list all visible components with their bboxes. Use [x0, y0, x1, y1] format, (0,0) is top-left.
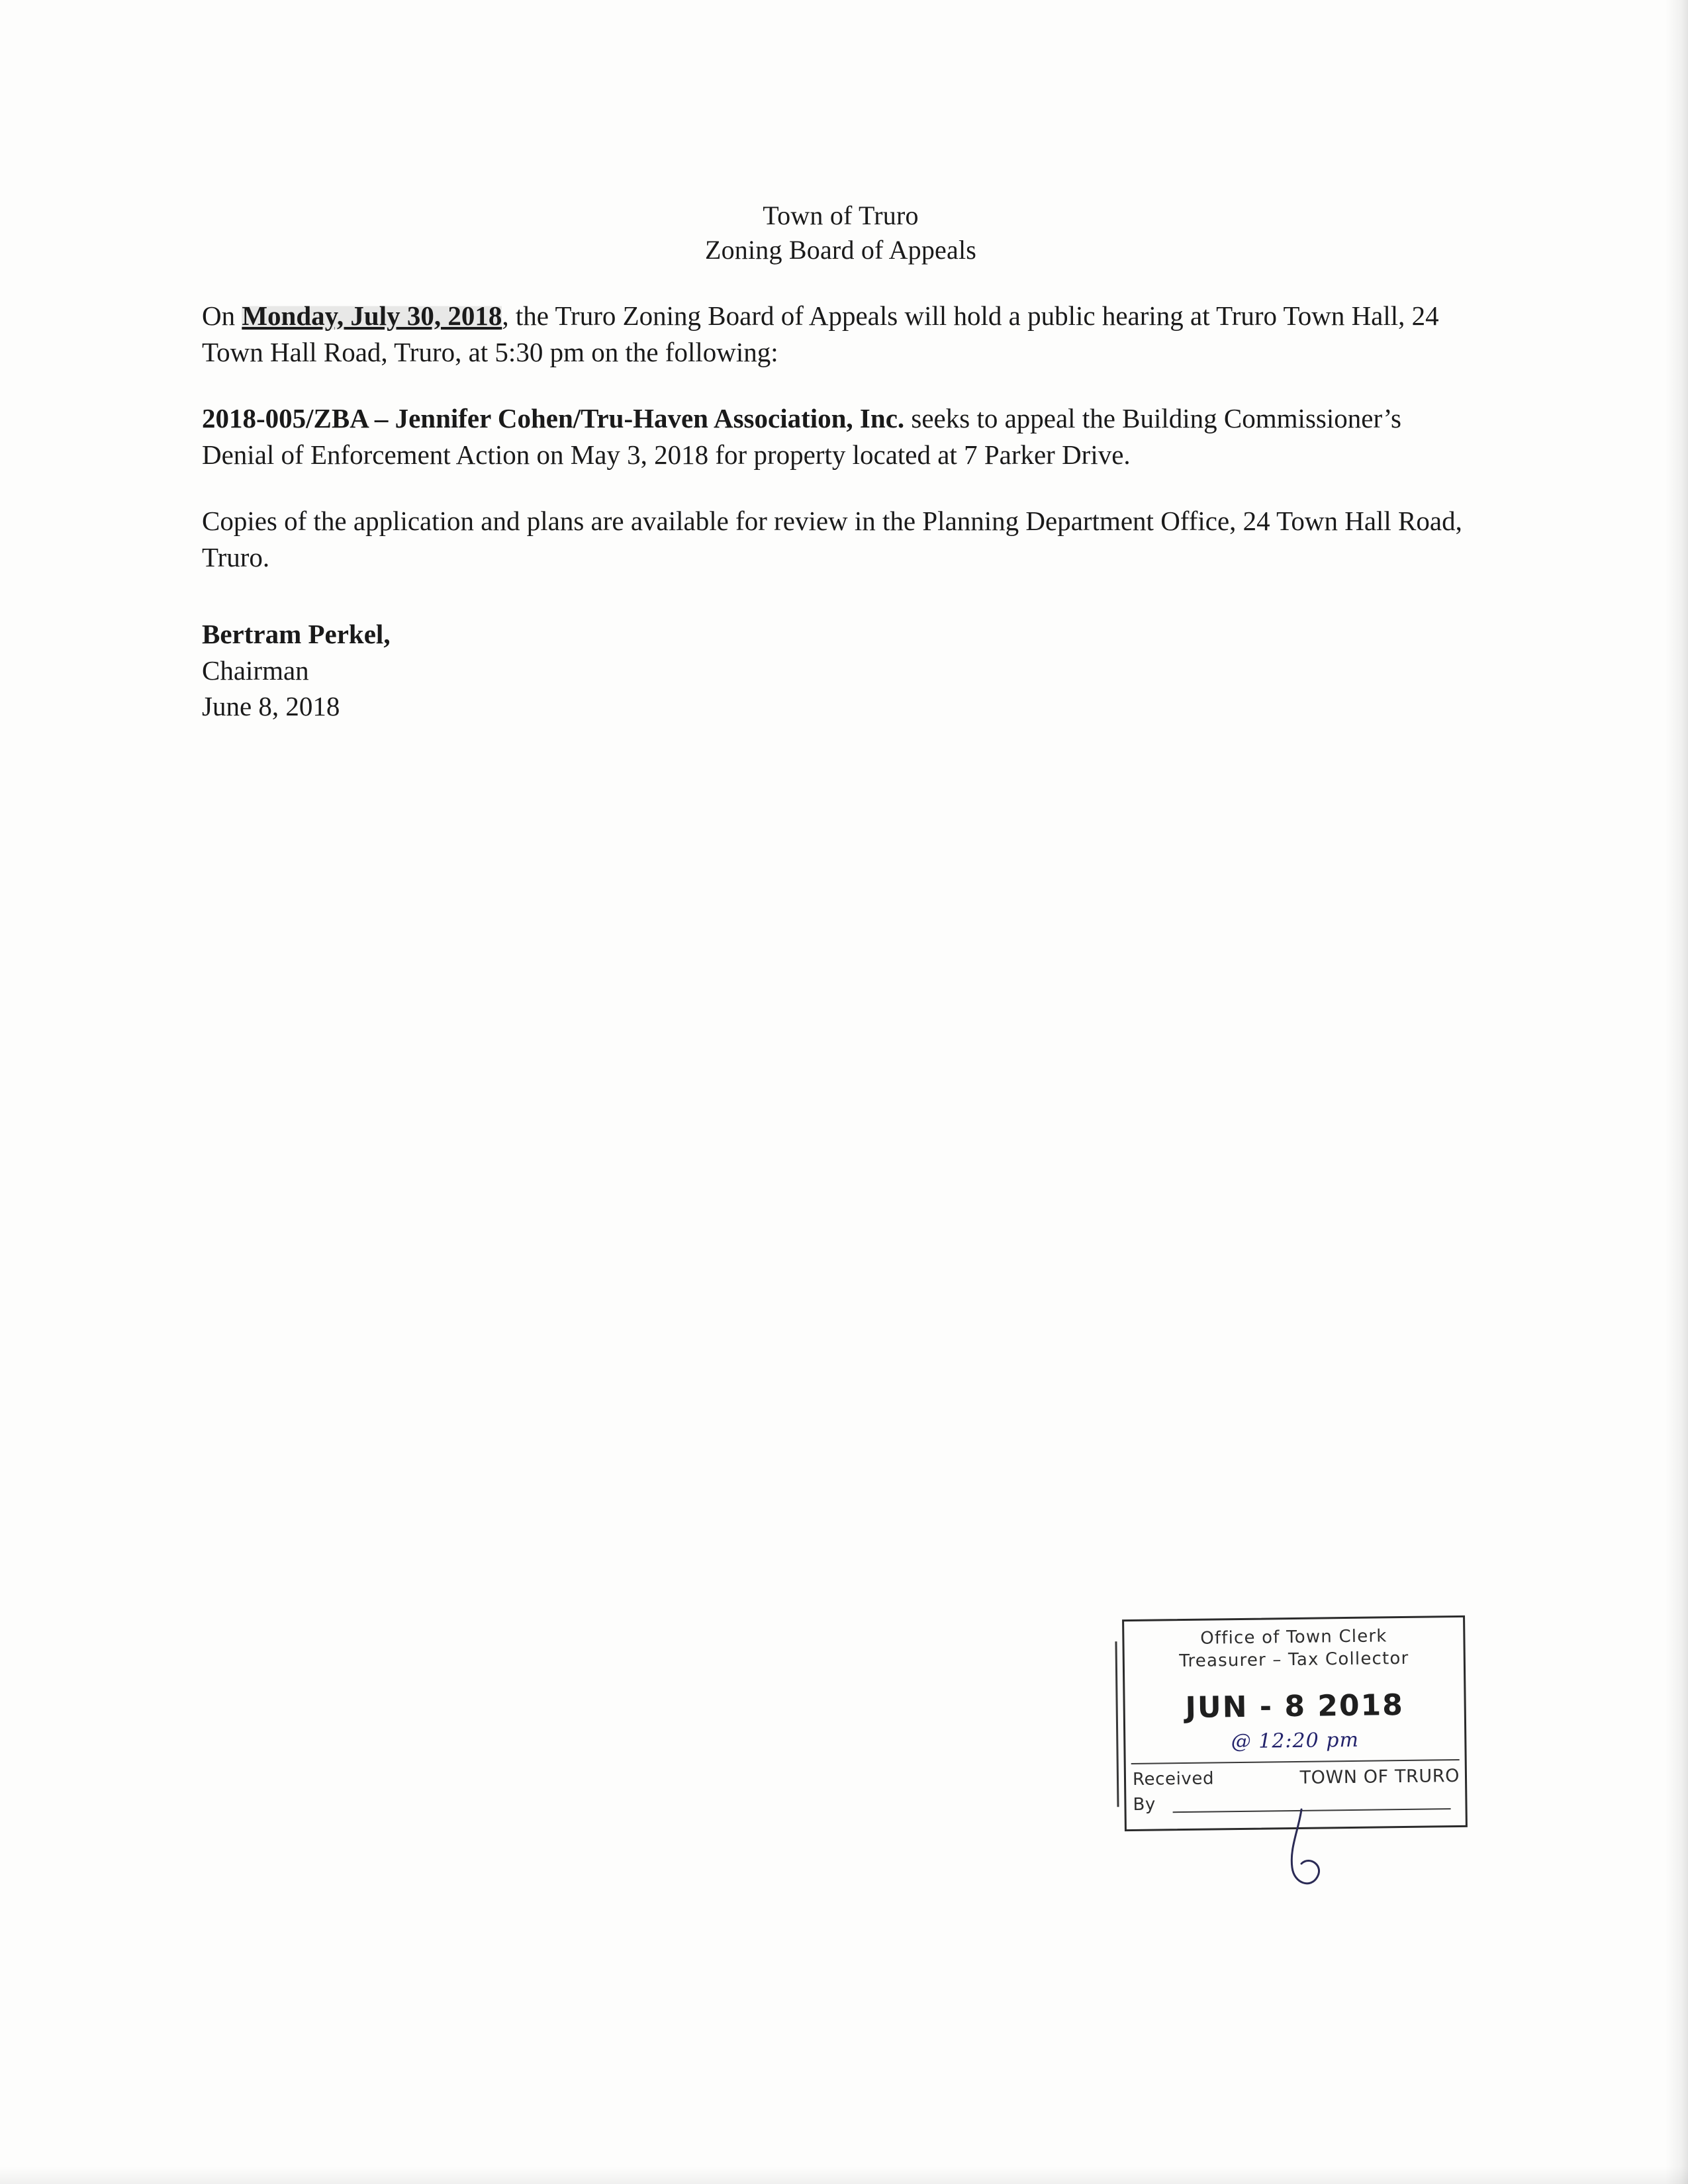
- signature-date: June 8, 2018: [202, 691, 340, 722]
- scan-edge-shadow-bottom: [0, 2167, 1688, 2184]
- heading-line-1: Town of Truro: [763, 201, 919, 230]
- stamp-date: JUN - 8 2018: [1185, 1688, 1405, 1725]
- stamp-received-label: Received: [1132, 1768, 1215, 1790]
- case-description: seeks to appeal the Building Commissioner’s Denial of Enforcement Action on May 3, 2018 for property located at 7 Parker Drive.: [202, 403, 1401, 470]
- signatory-name: Bertram Perkel,: [202, 619, 391, 650]
- document-body: [202, 199, 1479, 725]
- stamp-time-handwritten: @ 12:20 pm: [1231, 1728, 1360, 1754]
- town-clerk-stamp: [1122, 1615, 1468, 1831]
- signatory-title: Chairman: [202, 655, 309, 686]
- paragraph-availability: Copies of the application and plans are available for review in the Planning Department Office, 24 Town Hall Road, Truro.: [202, 506, 1462, 572]
- stamp-office-line-1: Office of Town Clerk: [1200, 1626, 1387, 1649]
- stamp-by-signature-line: [1173, 1808, 1451, 1813]
- signature-block: [202, 616, 1479, 725]
- paragraph-case: [202, 400, 1479, 473]
- scan-edge-shadow-right: [1665, 0, 1688, 2184]
- hearing-date-emphasis: Monday, July 30, 2018: [242, 300, 502, 331]
- stamp-by-label: By: [1133, 1794, 1156, 1815]
- stamp-town-name: TOWN OF TRURO: [1299, 1765, 1460, 1788]
- stamp-office-line-2: Treasurer – Tax Collector: [1179, 1648, 1409, 1672]
- hearing-notice-rest: , the Truro Zoning Board of Appeals will hold a public hearing at Truro Town Hall, 24 Town Hall Road, Truro, at 5:30 pm on the following:: [202, 300, 1439, 367]
- stamp-left-bar: [1115, 1641, 1119, 1807]
- stamp-divider: [1131, 1759, 1460, 1764]
- hearing-notice-prefix: On: [202, 300, 242, 331]
- case-number-and-applicant: 2018-005/ZBA – Jennifer Cohen/Tru-Haven Association, Inc.: [202, 403, 905, 434]
- heading-line-2: Zoning Board of Appeals: [704, 235, 977, 265]
- document-heading: [202, 199, 1479, 267]
- paragraph-hearing-notice: [202, 298, 1479, 370]
